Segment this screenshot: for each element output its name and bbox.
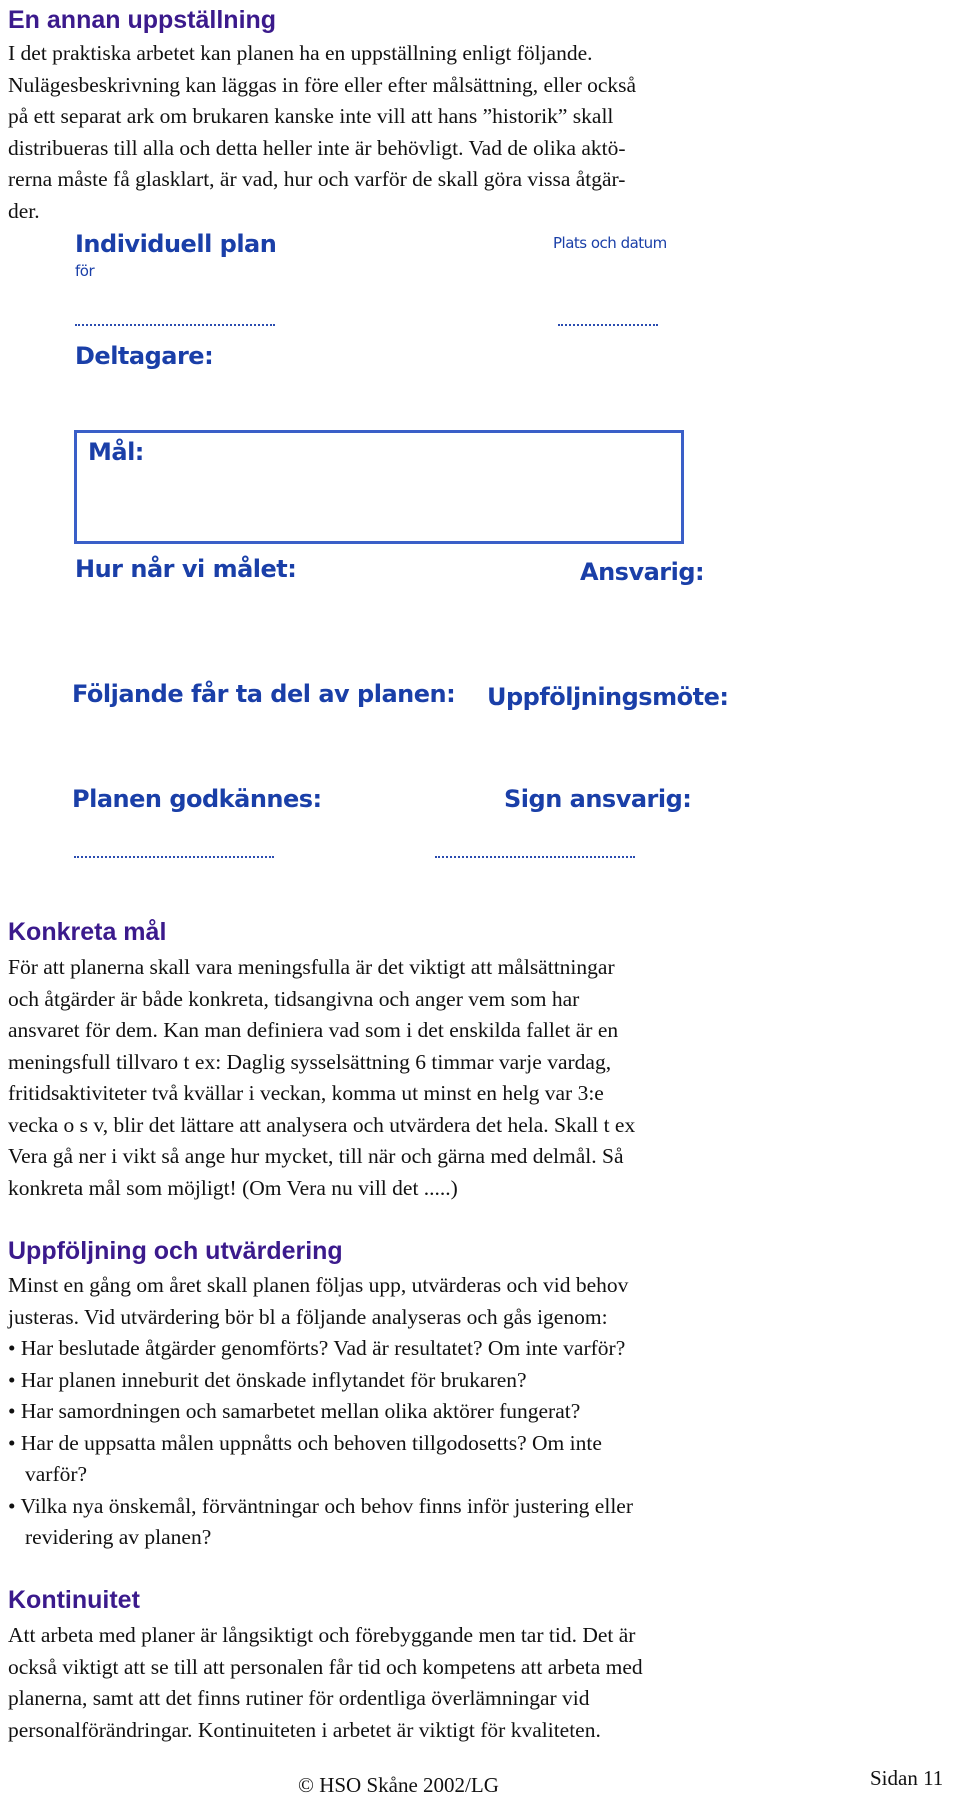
text-line: konkreta mål som möjligt! (Om Vera nu vill det .....) [8,1175,458,1200]
form-place-date-label: Plats och datum [553,234,667,252]
form-goal-label: Mål: [88,438,144,466]
text-line: och åtgärder är både konkreta, tidsangivna och anger vem som har [8,986,580,1011]
footer-copyright: © HSO Skåne 2002/LG [298,1773,499,1797]
text-line: fritidsaktiviteter två kvällar i veckan, komma ut minst en helg var 3:e [8,1081,604,1105]
bullet-item: • Har beslutade åtgärder genomförts? Vad är resultatet? Om inte varför? [8,1336,626,1360]
section-heading-kontinuitet: Kontinuitet [8,1586,140,1614]
section2-paragraph [8,952,948,1204]
bullet-item: • Har samordningen och samarbetet mellan olika aktörer fungerat? [8,1399,581,1423]
dotted-line [74,856,274,858]
text-line: justeras. Vid utvärdering bör bl a följande analyseras och gås igenom: [8,1304,608,1329]
section-heading-en-annan-uppstallning: En annan uppställning [8,6,277,34]
form-followup-meeting-label: Uppföljningsmöte: [487,683,729,711]
dotted-line [75,324,275,326]
individual-plan-form-image [60,220,729,880]
goal-box [74,430,684,544]
text-line: meningsfull tillvaro t ex: Daglig sysselsättning 6 timmar varje vardag, [8,1049,612,1074]
form-share-label: Följande får ta del av planen: [72,680,456,708]
form-participants-label: Deltagare: [75,342,214,370]
form-responsible-label: Ansvarig: [580,558,705,586]
section-heading-uppfoljning: Uppföljning och utvärdering [8,1237,343,1265]
dotted-line [558,324,658,326]
bullet-item: • Vilka nya önskemål, förväntningar och behov finns inför justering eller [8,1493,634,1518]
text-line: rerna måste få glasklart, är vad, hur och varför de skall göra vissa åtgär- [8,167,626,191]
form-approved-label: Planen godkännes: [72,785,322,813]
section-heading-konkreta-mal: Konkreta mål [8,918,167,946]
dotted-line [435,856,635,858]
section1-paragraph [8,38,948,227]
text-line: planerna, samt att det finns rutiner för ordentliga överlämningar vid [8,1686,590,1710]
text-line: Minst en gång om året skall planen följas upp, utvärderas och vid behov [8,1273,629,1297]
bullet-item-continuation: revidering av planen? [25,1525,212,1549]
text-line: också viktigt att se till att personalen får tid och kompetens att arbeta med [8,1654,643,1679]
form-for-label: för [75,262,95,280]
text-line: ansvaret för dem. Kan man definiera vad som i det enskilda fallet är en [8,1018,619,1042]
text-line: personalförändringar. Kontinuiteten i arbetet är viktigt för kvaliteten. [8,1717,601,1742]
bullet-item: • Har planen inneburit det önskade inflytandet för brukaren? [8,1367,527,1392]
section3-paragraph [8,1270,948,1554]
text-line: I det praktiska arbetet kan planen ha en uppställning enligt följande. [8,41,593,65]
footer-page-number: Sidan 11 [870,1766,944,1790]
text-line: der. [8,198,40,223]
text-line: Nulägesbeskrivning kan läggas in före eller efter målsättning, eller också [8,72,637,97]
text-line: Vera gå ner i vikt så ange hur mycket, till när och gärna med delmål. Så [8,1144,624,1168]
form-how-label: Hur når vi målet: [75,555,297,583]
text-line: För att planerna skall vara meningsfulla är det viktigt att målsättningar [8,955,615,979]
bullet-item: • Har de uppsatta målen uppnåtts och behoven tillgodosetts? Om inte [8,1430,602,1455]
text-line: på ett separat ark om brukaren kanske inte vill att hans ”historik” skall [8,104,614,128]
form-title: Individuell plan [75,230,277,258]
text-line: distribueras till alla och detta heller inte är behövligt. Vad de olika aktö- [8,135,626,160]
form-sign-responsible-label: Sign ansvarig: [504,785,692,813]
text-line: vecka o s v, blir det lättare att analysera och utvärdera det hela. Skall t ex [8,1112,636,1137]
section4-paragraph [8,1620,948,1746]
text-line: Att arbeta med planer är långsiktigt och förebyggande men tar tid. Det är [8,1623,636,1647]
bullet-item-continuation: varför? [25,1462,88,1486]
